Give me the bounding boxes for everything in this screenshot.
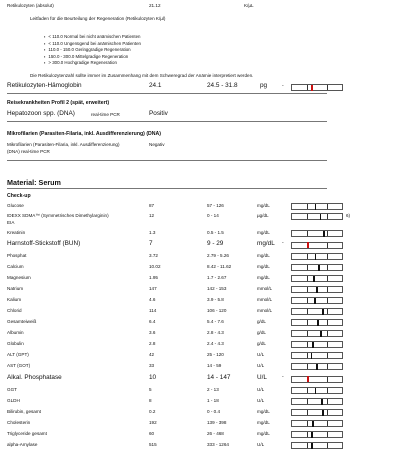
reference-range: 14 - 147 [207, 374, 231, 381]
test-name: Kreatinin [7, 230, 26, 235]
test-unit: µg/dL [257, 213, 269, 218]
material-heading: Material: Serum [7, 178, 61, 187]
value-marker [316, 364, 318, 370]
test-value: 8 [149, 398, 152, 403]
reference-range: 2 - 13 [207, 387, 219, 392]
value-marker [311, 432, 313, 438]
reference-range: 9 - 29 [207, 240, 224, 247]
reference-range: 106 - 120 [207, 308, 227, 313]
range-bar [291, 319, 343, 326]
test-name: Kalium [7, 297, 22, 302]
test-unit: U/L [257, 363, 265, 368]
range-bar [291, 203, 343, 210]
range-low-tick [307, 231, 308, 236]
test-unit: mg/dL [257, 230, 270, 235]
range-bar [291, 409, 343, 416]
range-low-tick [307, 410, 308, 415]
value-marker [320, 214, 322, 220]
value-marker [312, 421, 314, 427]
test-unit: U/L [257, 352, 265, 357]
reference-range: 2.4 - 4.3 [207, 341, 224, 346]
checkup-title: Check-up [7, 193, 31, 199]
test-unit: mg/dL [257, 264, 270, 269]
range-high-tick [327, 377, 328, 382]
divider [7, 93, 327, 94]
retic-absolute-value: 21.12 [149, 3, 161, 8]
range-bar [291, 213, 343, 220]
range-high-tick [327, 410, 328, 415]
reference-range: 57 - 126 [207, 203, 224, 208]
range-low-tick [307, 388, 308, 393]
guideline-title: Leitfaden für die Beurteilung der Regeneration (Retikulozyten K/µl) [30, 16, 166, 21]
range-low-tick [307, 298, 308, 303]
hepatozoon-method: real-time PCR [91, 111, 120, 117]
range-high-tick [327, 231, 328, 236]
value-marker [320, 331, 322, 337]
test-name: Alkal. Phosphatase [7, 374, 62, 381]
range-high-tick [327, 353, 328, 358]
range-bar [291, 286, 343, 293]
range-high-tick [327, 298, 328, 303]
guideline-note: Die Retikulozytenzahl sollte immer im Zusammenhang mit dem Schweregrad der Anämie interpretiert werden. [30, 73, 254, 78]
test-value: 3.72 [149, 253, 158, 258]
test-name: Magnesium [7, 275, 31, 280]
test-unit: mg/dL [257, 409, 270, 414]
range-high-tick [327, 399, 328, 404]
range-low-tick [307, 265, 308, 270]
retic-hb-value: 24.1 [149, 82, 162, 89]
test-name: Calcium [7, 264, 24, 269]
microfilaria-result: Negativ [149, 142, 165, 147]
reference-range: 1 - 18 [207, 398, 219, 403]
reference-range: 14 - 59 [207, 363, 222, 368]
test-value: 114 [149, 308, 157, 313]
range-low-tick [307, 287, 308, 292]
value-marker [311, 443, 313, 449]
microfilaria-test-line1: Mikrofilarien (Parasiten-Filaria, inkl. Ausdifferenzierung) [7, 142, 120, 147]
value-marker [315, 254, 317, 260]
reference-range: 2.8 - 4.3 [207, 330, 224, 335]
reference-range: 0.5 - 1.5 [207, 230, 224, 235]
test-value: 12 [149, 213, 155, 218]
test-unit: g/dL [257, 319, 266, 324]
range-bar [291, 264, 343, 271]
range-bar [291, 308, 343, 315]
test-unit: g/dL [257, 330, 266, 335]
reference-range: 8.42 - 11.62 [207, 264, 232, 269]
test-name: Globulin [7, 341, 24, 346]
range-low-tick [307, 421, 308, 426]
range-bar [291, 376, 343, 383]
value-marker [322, 309, 324, 315]
test-name: Gesamteiweiß [7, 319, 37, 324]
test-unit: mg/dL [257, 203, 270, 208]
test-name: IDEXX SDMA™ (Symmetrisches Dimethylarginin) [7, 213, 109, 218]
range-low-tick [307, 364, 308, 369]
test-value: 33 [149, 363, 155, 368]
test-value: 10.02 [149, 264, 161, 269]
range-high-tick [327, 85, 328, 90]
test-unit: U/L [257, 398, 265, 403]
value-marker [312, 342, 314, 348]
value-marker [323, 231, 325, 237]
guideline-item: ▪ > 300.0 Hochgradige Regeneration [44, 60, 141, 67]
range-low-tick [307, 320, 308, 325]
footnote-marker: 6) [346, 213, 351, 218]
reference-range: 1.7 - 2.67 [207, 275, 227, 280]
range-low-tick [307, 331, 308, 336]
test-value: 10 [149, 374, 157, 381]
test-unit: mg/dL [257, 240, 275, 247]
range-bar [291, 352, 343, 359]
low-flag: - [282, 240, 284, 246]
test-unit: g/dL [257, 341, 266, 346]
reference-range: 5.4 - 7.6 [207, 319, 224, 324]
range-bar [291, 442, 343, 449]
range-bar [291, 242, 343, 249]
test-unit: mg/dL [257, 420, 270, 425]
guideline-item: ▪ < 110.0 Ungenügend bei anämischen Patienten [44, 41, 141, 48]
test-unit: mmol/L [257, 286, 273, 291]
range-high-tick [327, 214, 328, 219]
range-bar [291, 387, 343, 394]
retic-absolute-unit: K/µL [244, 3, 254, 8]
reference-range: 0 - 0.4 [207, 409, 221, 414]
test-unit: mg/dL [257, 431, 270, 436]
test-value: 0.2 [149, 409, 156, 414]
value-marker [311, 85, 313, 91]
test-unit: mg/dL [257, 275, 270, 280]
low-flag: - [282, 374, 284, 380]
test-unit: mmol/L [257, 308, 273, 313]
test-value: 1.95 [149, 275, 158, 280]
reference-range: 2.79 - 5.26 [207, 253, 229, 258]
value-marker [316, 287, 318, 293]
range-low-tick [307, 85, 308, 90]
range-high-tick [327, 243, 328, 248]
retic-hb-range: 24.5 - 31.8 [207, 82, 238, 89]
range-bar [291, 330, 343, 337]
range-low-tick [307, 443, 308, 448]
test-value: 6.4 [149, 319, 156, 324]
guideline-item: ▪ < 110.0 Normal bei nicht anämischen Patienten [44, 34, 141, 41]
travel-profile-title: Reisekrankheiten Profil 2 (spät, erweitert) [7, 100, 110, 106]
test-unit: U/L [257, 442, 265, 447]
range-low-tick [307, 342, 308, 347]
value-marker [314, 298, 316, 304]
range-high-tick [327, 443, 328, 448]
value-marker [307, 242, 309, 248]
value-marker [315, 204, 317, 210]
value-marker [321, 399, 323, 405]
test-value: 60 [149, 431, 155, 436]
hepatozoon-test: Hepatozoon spp. (DNA) [7, 110, 75, 117]
test-unit: U/L [257, 387, 265, 392]
value-marker [311, 353, 313, 359]
range-bar [291, 253, 343, 260]
test-name: Bilirubin, gesamt [7, 409, 41, 414]
range-bar [291, 275, 343, 282]
retic-hb-range-bar [291, 84, 343, 91]
range-high-tick [327, 276, 328, 281]
test-value: 192 [149, 420, 157, 425]
test-name: Triglyceride gesamt [7, 431, 47, 436]
retic-absolute-name: Retikulozyten (absolut) [7, 3, 54, 8]
range-low-tick [307, 399, 308, 404]
test-name: GLDH [7, 398, 20, 403]
range-high-tick [327, 265, 328, 270]
microfilaria-test-line2: (DNA) real-time PCR [7, 149, 50, 154]
guideline-item: ▪ 110.0 - 150.0 Geringgradige Regeneration [44, 47, 141, 54]
range-bar [291, 431, 343, 438]
divider [7, 160, 327, 161]
range-low-tick [307, 353, 308, 358]
value-marker [313, 276, 315, 282]
retic-hb-flag: - [282, 83, 284, 89]
retic-absolute-row [0, 3, 400, 13]
test-value: 515 [149, 442, 157, 447]
range-bar [291, 297, 343, 304]
microfilaria-title: Mikrofilarien (Parasiten-Filaria, inkl. Ausdifferenzierung) (DNA) [7, 131, 162, 137]
range-low-tick [307, 432, 308, 437]
divider [7, 121, 327, 122]
reference-range: 3.9 - 5.8 [207, 297, 224, 302]
test-value: 3.6 [149, 330, 156, 335]
guideline-list [44, 34, 141, 67]
test-unit: U/L [257, 374, 267, 381]
test-value: 7 [149, 240, 153, 247]
retic-hb-unit: pg [260, 82, 268, 89]
range-high-tick [327, 309, 328, 314]
range-bar [291, 341, 343, 348]
range-low-tick [307, 309, 308, 314]
range-high-tick [327, 254, 328, 259]
range-bar [291, 420, 343, 427]
guideline-item: ▪ 150.0 - 300.0 Mittelgradige Regeneration [44, 54, 141, 61]
test-name: alpha-Amylase [7, 442, 38, 447]
range-high-tick [327, 320, 328, 325]
test-value: 4.6 [149, 297, 156, 302]
test-value: 42 [149, 352, 155, 357]
reference-range: 142 - 153 [207, 286, 227, 291]
range-low-tick [307, 214, 308, 219]
test-name: Albumin [7, 330, 24, 335]
test-unit: mg/dL [257, 253, 270, 258]
hepatozoon-result: Positiv [149, 110, 168, 117]
range-high-tick [327, 204, 328, 209]
reference-range: 25 - 120 [207, 352, 224, 357]
value-marker [317, 320, 319, 326]
test-unit: mmol/L [257, 297, 273, 302]
reference-range: 139 - 398 [207, 420, 227, 425]
range-low-tick [307, 204, 308, 209]
test-value: 147 [149, 286, 157, 291]
test-value: 87 [149, 203, 155, 208]
range-low-tick [307, 276, 308, 281]
test-name: Phosphat [7, 253, 27, 258]
test-value: 5 [149, 387, 152, 392]
range-high-tick [327, 287, 328, 292]
test-name: AST (GOT) [7, 363, 31, 368]
range-high-tick [327, 331, 328, 336]
reference-range: 26 - 468 [207, 431, 224, 436]
test-name: ALT (GPT) [7, 352, 29, 357]
value-marker [322, 410, 324, 416]
test-value: 2.8 [149, 341, 156, 346]
test-name: Chlorid [7, 308, 22, 313]
test-name: Cholesterin [7, 420, 31, 425]
test-value: 1.3 [149, 230, 156, 235]
divider [7, 188, 327, 189]
test-name: GGT [7, 387, 17, 392]
test-name: Natrium [7, 286, 24, 291]
retic-hb-name: Retikulozyten-Hämoglobin [7, 82, 82, 89]
range-high-tick [327, 432, 328, 437]
test-name: Harnstoff-Stickstoff (BUN) [7, 240, 81, 247]
range-high-tick [327, 388, 328, 393]
range-high-tick [327, 421, 328, 426]
value-marker [318, 265, 320, 271]
range-bar [291, 398, 343, 405]
range-bar [291, 230, 343, 237]
range-low-tick [307, 254, 308, 259]
reference-range: 0 - 14 [207, 213, 219, 218]
range-high-tick [327, 364, 328, 369]
test-name-line2: EIA [7, 220, 15, 225]
test-name: Glucose [7, 203, 24, 208]
reference-range: 333 - 1264 [207, 442, 229, 447]
value-marker [307, 376, 309, 382]
value-marker [315, 388, 317, 394]
range-high-tick [327, 342, 328, 347]
range-bar [291, 363, 343, 370]
